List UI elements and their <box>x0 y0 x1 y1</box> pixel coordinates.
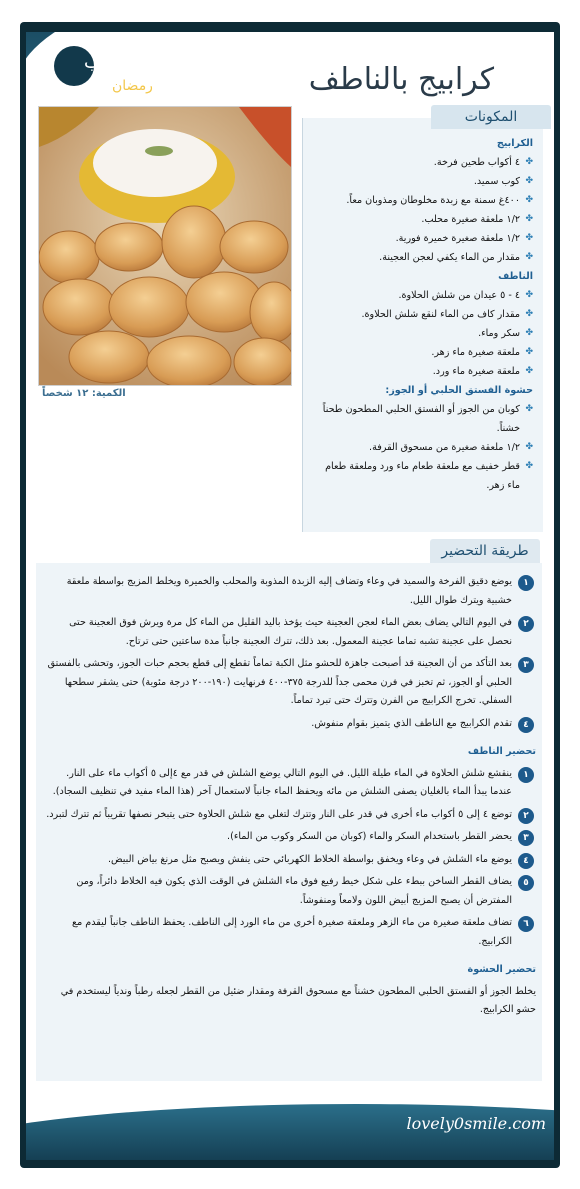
ingredient-item: ✤ مقدار من الماء يكفي لعجن العجينة. <box>311 248 533 267</box>
natef-step <box>42 873 536 910</box>
method-step <box>42 614 536 651</box>
servings-label: الكمية: ١٢ شخصاً <box>42 388 126 399</box>
logo-sub-text: رمضان <box>112 78 153 94</box>
natef-section-title: تحضير الناطف <box>467 746 536 757</box>
step-text: توضع ٤ إلى ٥ أكواب ماء أخرى في قدر على النار وتترك لتغلي مع شلش الحلاوة حتى يتبخر نصفها تقريباً ثم تترك لتبرد. <box>46 808 512 820</box>
step-text: بعد التأكد من أن العجينة قد أصبحت جاهزة للحشو مثل الكبة تماماً تقطع إلى قطع بحجم حبات الجوز، وتحشى بالفستق الحلبي أو الجوز، ثم تخبز في فرن محمى جداً للدرجة ٣٧٥-٤٠٠ فرنهايت (١٩٠-٢٠٠ درجة مئوية) حتى يشقر سطحها السفلي. تخرج الكرابيج من الفرن وتترك حتى تبرد تماماً. <box>47 658 512 706</box>
method-panel <box>36 563 542 1081</box>
filling-section-title: تحضير الحشوة <box>467 964 536 975</box>
dish-photo <box>38 106 292 386</box>
natef-step <box>42 806 536 825</box>
ingredient-item: ✤ قطر خفيف مع ملعقة طعام ماء ورد وملعقة طعام ماء زهر. <box>311 457 533 495</box>
step-text: تقدم الكرابيج مع الناطف الذي يتميز بقوام منفوش. <box>311 717 512 729</box>
ingredient-item: ✤ كوبان من الجوز أو الفستق الحلبي المطحون طحناً خشناً. <box>311 400 533 438</box>
natef-step <box>42 851 536 870</box>
step-number-badge: ٣ <box>518 657 534 673</box>
method-step <box>42 715 536 734</box>
step-text: تضاف ملعقة صغيرة من ماء الزهر وملعقة صغيرة أخرى من ماء الورد إلى الناطف. يحفظ الناطف جانباً ليقدم مع الكرابيج. <box>72 917 512 947</box>
step-number-badge: ٤ <box>518 717 534 733</box>
method-step <box>42 573 536 610</box>
step-text: يوضع دقيق الفرخة والسميد في وعاء وتضاف إليه الزبدة المذوبة والمحلب والخميرة ويخلط المزيج بواسطة ملعقة خشبية ويترك طوال الليل. <box>66 576 512 606</box>
step-number-badge: ٤ <box>518 853 534 869</box>
ingredient-item: ✤ ١/٢ ملعقة صغيرة من مسحوق القرفة. <box>311 438 533 457</box>
step-number-badge: ٣ <box>518 830 534 846</box>
footer <box>26 1090 554 1160</box>
filling-text: يخلط الجوز أو الفستق الحلبي المطحون خشناً مع مسحوق القرفة ومقدار ضئيل من القطر لجعله رطباً وندياً ليستخدم في حشو الكرابيج. <box>60 985 536 1015</box>
ramadan-logo <box>34 38 204 102</box>
step-number-badge: ٥ <box>518 875 534 891</box>
ingredient-item: ✤ كوب سميد. <box>311 172 533 191</box>
ingredients-tab: المكونات <box>431 105 551 129</box>
natef-step <box>42 828 536 847</box>
ingredients-panel <box>302 109 543 532</box>
ingredient-item: ✤ مقدار كاف من الماء لنقع شلش الحلاوة. <box>311 305 533 324</box>
step-number-badge: ١ <box>518 767 534 783</box>
ingredients-section-title: حشوة الفستق الحلبي أو الجوز: <box>385 385 533 396</box>
natef-step <box>42 765 536 802</box>
page-content <box>26 32 554 1160</box>
step-text: يضاف القطر الساخن ببطء على شكل خيط رفيع فوق ماء الشلش في الوقت الذي يكون فيه الخلاط دائراً، ومن المفترض أن يصبح المزيج أبيض اللون ولامعاً ومنفوشاً. <box>76 876 512 906</box>
step-number-badge: ٢ <box>518 808 534 824</box>
page-title: كرابيج بالناطف <box>308 62 494 97</box>
ingredient-item: ✤ ملعقة صغيرة ماء ورد. <box>311 362 533 381</box>
ingredients-section-title: الكرابيج <box>496 138 533 149</box>
method-list <box>42 573 536 1020</box>
step-text: يحضر القطر باستخدام السكر والماء (كوبان من السكر وكوب من الماء). <box>227 831 512 842</box>
ingredient-item: ✤ ١/٢ ملعقة صغيرة محلب. <box>311 210 533 229</box>
ingredient-item: ✤ ٤٠٠غ سمنة مع زبدة مخلوطان ومذوبان معاً. <box>311 191 533 210</box>
site-link[interactable]: lovely0smile.com <box>406 1114 546 1133</box>
ingredient-item: ✤ ١/٢ ملعقة صغيرة خميرة فورية. <box>311 229 533 248</box>
step-text: يوضع ماء الشلش في وعاء ويخفق بواسطة الخلاط الكهربائي حتى ينفش ويصبح مثل مرنغ بياض البيض. <box>107 853 512 865</box>
step-number-badge: ١ <box>518 575 534 591</box>
step-text: ينقشع شلش الحلاوة في الماء طيلة الليل. في اليوم التالي يوضع الشلش في قدر مع ٤إلى ٥ أكواب ماء على النار. عندما يبدأ الماء بالغليان يصفى الشلش من مائه ويحفظ الماء جانباً لاستعمال آخر (هذا الماء مفيد في تنظيف السجاد). <box>52 767 512 797</box>
step-number-badge: ٢ <box>518 616 534 632</box>
step-text: في اليوم التالي يضاف بعض الماء لعجن العجينة حيث يؤخذ باليد القليل من الماء كل مرة ويرش فوق العجينة حتى نحصل على عجينة تشبه تماما عجينة المعمول. بعد ذلك، تترك العجينة جانباً مدة ساعتين حتى ترتاح. <box>69 617 512 647</box>
ingredients-list <box>311 134 533 495</box>
step-number-badge: ٦ <box>518 916 534 932</box>
ingredients-section-title: الناطف <box>498 271 533 282</box>
ingredient-item: ✤ ملعقة صغيرة ماء زهر. <box>311 343 533 362</box>
method-step <box>42 655 536 711</box>
natef-step <box>42 914 536 951</box>
ingredient-item: ✤ ٤ أكواب طحين فرخة. <box>311 153 533 172</box>
page-frame <box>20 22 560 1168</box>
ingredient-item: ✤ سكر وماء. <box>311 324 533 343</box>
ingredient-item: ✤ ٤ - ٥ عيدان من شلش الحلاوة. <box>311 286 533 305</box>
method-tab: طريقة التحضير <box>430 539 540 563</box>
logo-main-text: أطايب <box>84 52 132 73</box>
